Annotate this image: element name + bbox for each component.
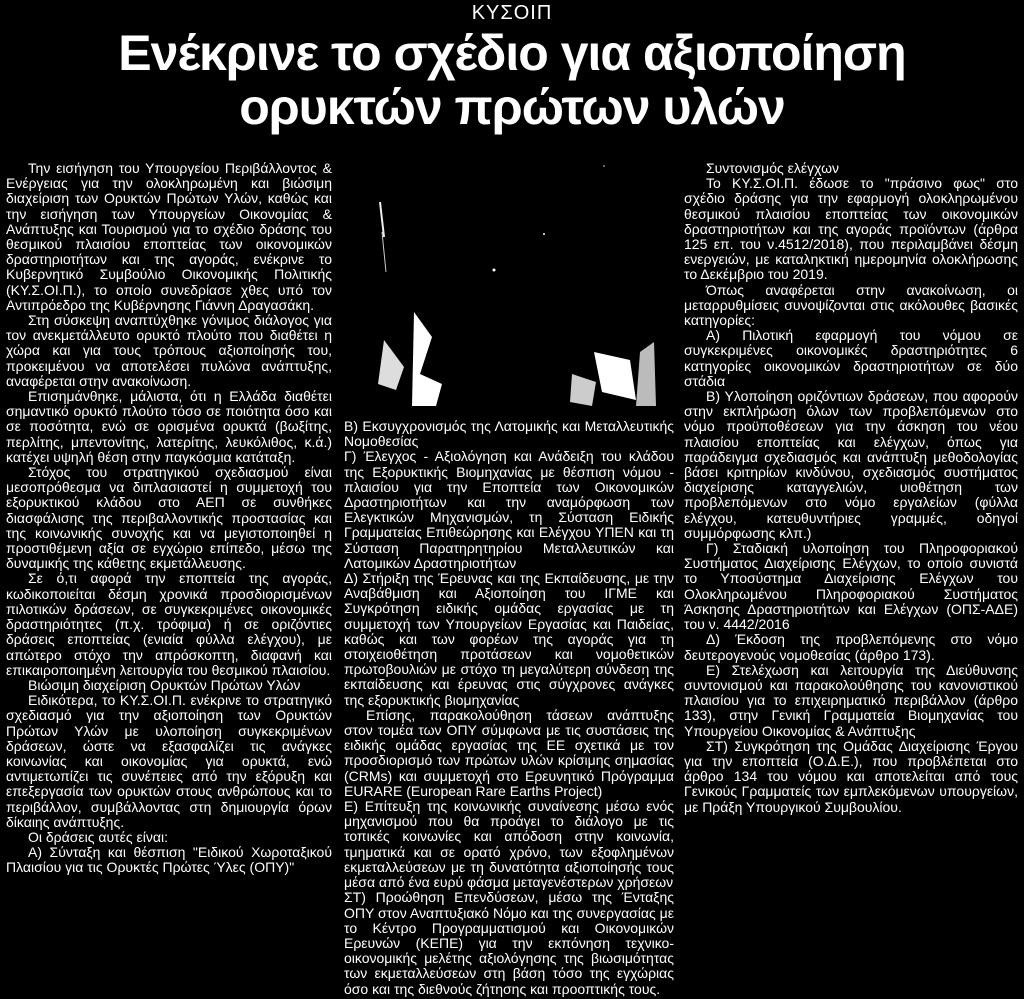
paragraph: Δ) Στήριξη της Έρευνας και της Εκπαίδευσης, με την Αναβάθμιση και Αξιοποίηση του ΙΓΜΕ και Συγκρότηση ειδικής ομάδας εργασίας με τη συμμετοχή των Υπουργείων Εργασίας και Παιδείας, καθώς και των φορέων της αγοράς για τη στοιχειοθέτηση προτάσεων και νομοθετικών πρωτοβουλιών με στόχο τη μεγαλύτερη σύνδεση της εκπαίδευσης και έρευνας στις σύγχρονες ανάγκες της εξορυκτικής βιομηχανίας [344, 570, 674, 708]
paragraph: Α) Πιλοτική εφαρμογή του νόμου σε συγκεκριμένες οικονομικές δραστηριότητες 6 κατηγορίες οικονομικών δραστηριοτήτων σε δύο στάδια [684, 327, 1018, 389]
paragraph: Β) Υλοποίηση οριζόντιων δράσεων, που αφορούν στην εκπλήρωση όλων των προβλεπόμενων στο νόμο προϋποθέσεων για την άσκηση του νέου πλαισίου εποπτείας και ελέγχων, όπως για παράδειγμα σχεδιασμός και ανάπτυξη μεθοδολογίας βάσει κριτηρίων κινδύνου, σχεδιασμός συστήματος διαχείρισης καταγγελιών, υιοθέτηση των προβλεπόμενων στο νόμο εργαλείων (φύλλα ελέγχου, κατευθυντήριες γραμμές, οδηγοί συμμόρφωσης κλπ.) [684, 388, 1018, 541]
paragraph: Την εισήγηση του Υπουργείου Περιβάλλοντος & Ενέργειας για την ολοκληρωμένη και βιώσιμη διαχείριση των Ορυκτών Πρώτων Υλών, καθώς και την εισήγηση των Υπουργείων Οικονομίας & Ανάπτυξης και Τουρισμού για το σχέδιο δράσης του θεσμικού πλαισίου εποπτείας των οικονομικών δραστηριοτήτων και της αγοράς, ενέκρινε το Κυβερνητικό Συμβούλιο Οικονομικής Πολιτικής (ΚΥ.Σ.ΟΙ.Π.), το οποίο συνεδρίασε χθες υπό τον Αντιπρόεδρο της Κυβέρνησης Γιάννη Δραγασάκη. [6, 160, 332, 313]
headline-line-2: ορυκτών πρώτων υλών [239, 79, 785, 135]
paragraph: ΣΤ) Προώθηση Επενδύσεων, μέσω της Ένταξης ΟΠΥ στον Αναπτυξιακό Νόμο και της συνεργασίας με το Κέντρο Προγραμματισμού και Οικονομικών Ερευνών (ΚΕΠΕ) για την εκπόνηση τεχνικο-οικονομικής μελέτης αξιολόγησης της βιωσιμότητας των εκμεταλλεύσεων στη βάση τόσο της εγχώριας όσο και της διεθνούς ζήτησης και προοπτικής τους. [344, 889, 674, 997]
paragraph: Σε ό,τι αφορά την εποπτεία της αγοράς, κωδικοποιείται δέσμη χρονικά προσδιορισμένων πιλοτικών δράσεων, σε συγκεκριμένες οικονομικές δραστηριότητες (π.χ. τρόφιμα) ή σε οριζόντιες δράσεις εποπτείας (ενιαία φύλλα ελέγχου), με απώτερο στόχο την απρόσκοπτη, διαφανή και επικαιροποιημένη λειτουργία του θεσμικού πλαισίου. [6, 570, 332, 678]
article-column-2 [344, 419, 674, 997]
paragraph: Στη σύσκεψη αναπτύχθηκε γόνιμος διάλογος για τον ανεκμετάλλευτο ορυκτό πλούτο που διαθέτει η χώρα και για τους τρόπους αξιοποίησής του, προκειμένου να αποτελέσει πυλώνα ανάπτυξης, αναφέρεται στην ανακοίνωση. [6, 312, 332, 389]
paragraph: Οι δράσεις αυτές είναι: [28, 828, 168, 845]
paragraph: Β) Εκσυγχρονισμός της Λατομικής και Μεταλλευτικής Νομοθεσίας [344, 418, 674, 450]
paragraph: ΣΤ) Συγκρότηση της Ομάδας Διαχείρισης Έργου για την εποπτεία (Ο.Δ.Ε.), που προβλέπεται στο άρθρο 134 του νόμου και αποτελείται από τους Γενικούς Γραμματείς των εμπλεκόμενων υπουργείων, με Πράξη Υπουργικού Συμβουλίου. [684, 737, 1018, 815]
paragraph: Γ) Έλεγχος - Αξιολόγηση και Ανάδειξη του κλάδου της Εξορυκτικής Βιομηχανίας με θέσπιση νόμου - πλαισίου για την Εποπτεία των Οικονομικών Δραστηριοτήτων και την αναμόρφωση των Ελεγκτικών Μηχανισμών, τη Σύσταση Ειδικής Γραμματείας Επιθεώρησης και Ελέγχου ΥΠΕΝ και τη Σύσταση Παρατηρητηρίου Μεταλλευτικών και Λατομικών Δραστηριοτήτων [344, 448, 674, 571]
headline-line-1: Ενέκρινε το σχέδιο για αξιοποίηση [118, 25, 906, 81]
article-column-3 [684, 161, 1018, 815]
paragraph: Ε) Επίτευξη της κοινωνικής συναίνεσης μέσω ενός μηχανισμού που θα προάγει το διάλογο με τις τοπικές κοινωνίες και απόδοση στην κοινωνία, τμηματικά και σε ορατό χρόνο, των εξοφλημένων εκμεταλλεύσεων με τη δυνατότητα αξιοποίησής τους μέσα από ένα ευρύ φάσμα μεταγενέστερων χρήσεων [344, 798, 674, 891]
article-headline [0, 26, 1024, 134]
subheading: Συντονισμός ελέγχων [706, 160, 840, 176]
paragraph: Ειδικότερα, το ΚΥ.Σ.ΟΙ.Π. ενέκρινε το στρατηγικό σχεδιασμό για την αξιοποίηση των Ορυκτών Πρώτων Υλών με υλοποίηση συγκεκριμένων δράσεων, ώστε να εξασφαλίζει τις ανάγκες κοινωνίας και οικονομίας για ορυκτά, ενώ αντιμετωπίζει τις συνέπειες από την εξόρυξη και επεξεργασία των ορυκτών στους ανθρώπους και το περιβάλλον, συμβάλλοντας στη δημιουργία όρων δίκαιης ανάπτυξης. [6, 692, 332, 830]
article-photo [344, 162, 674, 408]
paragraph: Δ) Έκδοση της προβλεπόμενης στο νόμο δευτερογενούς νομοθεσίας (άρθρο 173). [684, 631, 1018, 663]
paragraph: Ε) Στελέχωση και λειτουργία της Διεύθυνσης συντονισμού και παρακολούθησης του κανονιστικού πλαισίου για το επιχειρηματικό περιβάλλον (άρθρο 133), στην Γενική Γραμματεία Βιομηχανίας του Υπουργείου Οικονομίας & Ανάπτυξης [684, 661, 1018, 739]
photo-image [344, 162, 674, 408]
paragraph: Στόχος του στρατηγικού σχεδιασμού είναι μεσοπρόθεσμα να διπλασιαστεί η συμμετοχή του εξορυκτικού κλάδου στο ΑΕΠ σε συνθήκες διασφάλισης της περιβαλλοντικής προστασίας και της κοινωνικής συνοχής και να μεγιστοποιηθεί η προστιθέμενη αξία σε εγχώριο επίπεδο, μέσω της δυναμικής της κάθετης εκμετάλλευσης. [6, 464, 332, 572]
section-label: ΚΥΣΟΙΠ [471, 2, 553, 24]
paragraph: Επίσης, παρακολούθηση τάσεων ανάπτυξης στον τομέα των ΟΠΥ σύμφωνα με τις συστάσεις της ειδικής ομάδας εργασίας της ΕΕ σχετικά με τον προσδιορισμό των πρώτων υλών κρίσιμης σημασίας (CRMs) και συμμετοχή στο Ερευνητικό Πρόγραμμα EURARE (European Rare Earths Project) [344, 706, 674, 799]
paragraph: Α) Σύνταξη και θέσπιση "Ειδικού Χωροταξικού Πλαισίου για τις Ορυκτές Πρώτες Ύλες (ΟΠΥ)" [6, 844, 332, 876]
article-column-1 [6, 161, 332, 876]
paragraph: Το ΚΥ.Σ.ΟΙ.Π. έδωσε το "πράσινο φως" στο σχέδιο δράσης για την εφαρμογή ολοκληρωμένου θεσμικού πλαισίου εποπτείας των οικονομικών δραστηριοτήτων και της αγοράς προϊόντων (άρθρα 125 επ. του ν.4512/2018), που περιλαμβάνει δέσμη ενεργειών, με καταληκτική ημερομηνία ολοκλήρωσης το Δεκέμβριο του 2019. [684, 175, 1018, 283]
paragraph: Επισημάνθηκε, μάλιστα, ότι η Ελλάδα διαθέτει σημαντικό ορυκτό πλούτο τόσο σε ποιότητα όσο και σε ποσότητα, ενώ σε ορισμένα ορυκτά (βωξίτης, περλίτης, μπεντονίτης, λατερίτης, λευκόλιθος, κ.ά.) κατέχει υψηλή θέση στην παγκόσμια κατάταξη. [6, 388, 332, 465]
paragraph: Όπως αναφέρεται στην ανακοίνωση, οι μεταρρυθμίσεις συνοψίζονται στις ακόλουθες βασικές κατηγορίες: [684, 281, 1018, 329]
subheading: Βιώσιμη διαχείριση Ορυκτών Πρώτων Υλών [28, 676, 301, 693]
paragraph: Γ) Σταδιακή υλοποίηση του Πληροφοριακού Συστήματος Διαχείρισης Ελέγχων, το οποίο συνιστά το Υποσύστημα Διαχείρισης Ελέγχων του Ολοκληρωμένου Πληροφοριακού Συστήματος Άσκησης Δραστηριοτήτων και Ελέγχων (ΟΠΣ-ΑΔΕ) του ν. 4442/2016 [684, 540, 1018, 633]
